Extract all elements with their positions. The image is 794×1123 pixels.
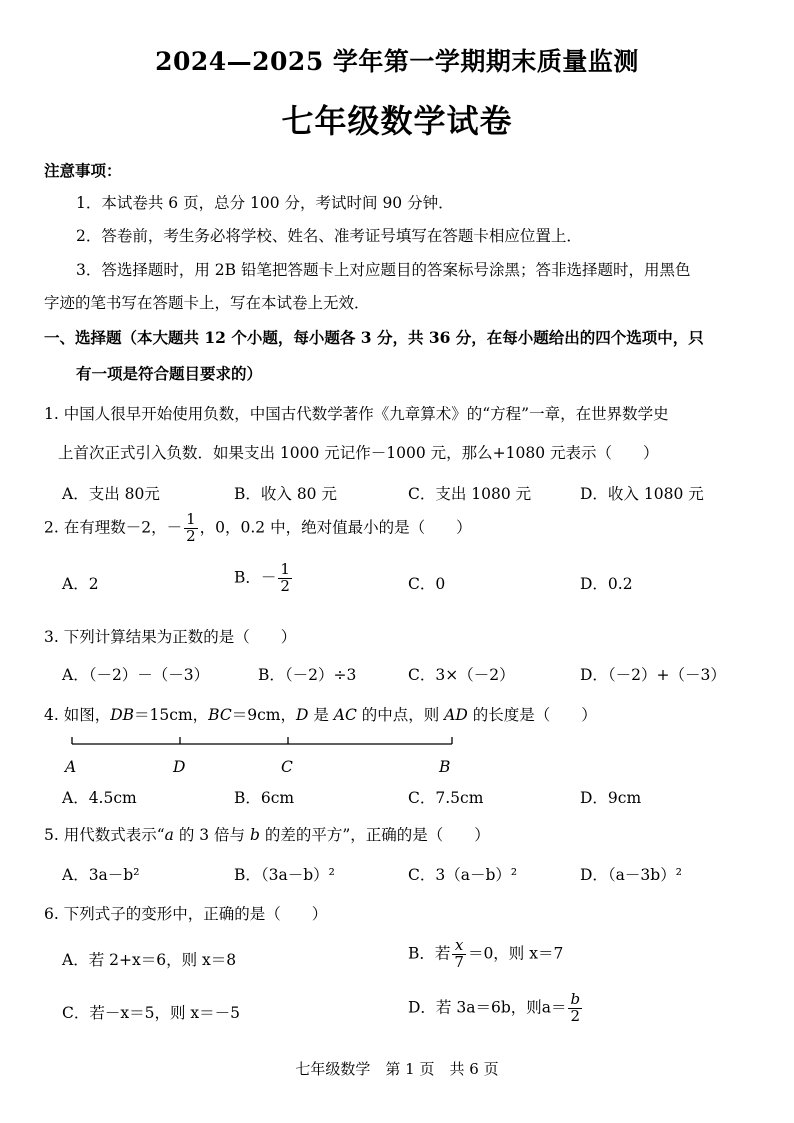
q1-option-b: B．收入 80 元 <box>234 485 337 503</box>
q6-option-b-pre: B．若 <box>408 944 451 963</box>
q5-option-c: C．3（a－b）² <box>408 866 518 884</box>
q2-stem <box>44 512 472 545</box>
section1-line2: 有一项是符合题目要求的） <box>76 364 263 383</box>
q2-fraction-num: 1 <box>186 510 196 528</box>
q2-option-a: A．2 <box>62 575 99 593</box>
q2-fraction <box>184 512 198 545</box>
q3-option-b: B．（－2）÷3 <box>258 666 357 684</box>
exam-title: 2024—2025 学年第一学期期末质量监测 <box>155 47 639 76</box>
q6-option-b-den: 7 <box>454 952 464 971</box>
q1-stem-line1: 1. 中国人很早开始使用负数，中国古代数学著作《九章算术》的“方程”一章，在世界数学史 <box>44 405 669 423</box>
page-footer: 七年级数学 第 1 页 共 6 页 <box>295 1060 499 1078</box>
q5-option-a: A．3a－b² <box>62 866 140 884</box>
q6-option-b-fraction <box>452 938 466 971</box>
q2-option-d: D．0.2 <box>580 575 633 593</box>
q4-var-bc: BC <box>208 706 232 724</box>
q4-var-d: D <box>295 706 309 724</box>
q6-option-b-post: ＝0，则 x＝7 <box>467 944 564 963</box>
q6-option-d-pre: D．若 3a＝6b，则a＝ <box>408 998 567 1017</box>
q2-option-b-fraction <box>278 562 292 595</box>
section1-line1: 一、选择题（本大题共 12 个小题，每小题各 3 分，共 36 分，在每小题给出的四个选项中，只 <box>44 328 704 347</box>
q4-option-d: D．9cm <box>580 789 642 807</box>
point-label-d: D <box>173 758 186 776</box>
q4-stem-text: ＝9cm， <box>231 706 296 724</box>
q6-stem: 6. 下列式子的变形中，正确的是（ ） <box>44 905 328 923</box>
q6-option-d-den: 2 <box>570 1006 581 1025</box>
note-3-line2: 字迹的笔书写在答题卡上，写在本试卷上无效． <box>44 294 370 312</box>
q4-stem-text: 4. 如图， <box>44 706 111 724</box>
note-1: 1．本试卷共 6 页，总分 100 分，考试时间 90 分钟． <box>76 194 454 212</box>
q6-option-b-num: x <box>452 938 466 955</box>
q1-option-c: C．支出 1080 元 <box>408 485 532 503</box>
q2-stem-post: ，0，0.2 中，绝对值最小的是（ ） <box>199 518 472 537</box>
q3-option-c: C．3×（－2） <box>408 666 515 684</box>
q4-option-b: B．6cm <box>234 789 295 807</box>
q5-stem-pre: 5. 用代数式表示“ <box>44 826 165 844</box>
q1-option-a: A．支出 80元 <box>62 485 160 503</box>
q4-stem-text: 是 <box>308 706 334 724</box>
q2-option-b-pre: B．－ <box>234 568 277 587</box>
q4-option-a: A．4.5cm <box>62 789 137 807</box>
q5-option-b: B．（3a－b）² <box>234 866 335 884</box>
point-label-c: C <box>281 758 293 776</box>
note-2: 2．答卷前，考生务必将学校、姓名、准考证号填写在答题卡相应位置上． <box>76 227 582 245</box>
q1-stem-line2: 上首次正式引入负数．如果支出 1000 元记作－1000 元，那么+1080 元表示（ ） <box>58 444 659 462</box>
q1-option-d: D．收入 1080 元 <box>580 485 704 503</box>
q3-stem: 3. 下列计算结果为正数的是（ ） <box>44 628 297 646</box>
q4-var-db: DB <box>110 706 135 724</box>
q5-var-a: a <box>164 826 174 844</box>
q6-option-d <box>408 992 584 1025</box>
q6-option-b <box>408 938 563 971</box>
q3-option-a: A．（－2）－（－3） <box>62 666 210 684</box>
notes-heading: 注意事项： <box>44 161 122 180</box>
q2-stem-pre: 2. 在有理数－2，－ <box>44 518 183 537</box>
q6-option-d-fraction <box>568 992 582 1025</box>
q4-line-segment-figure <box>66 734 458 754</box>
q6-option-a: A．若 2+x＝6，则 x＝8 <box>62 951 237 969</box>
q2-fraction-den: 2 <box>186 526 196 545</box>
exam-subtitle: 七年级数学试卷 <box>281 102 513 140</box>
q6-option-c: C．若－x＝5，则 x＝－5 <box>62 1004 240 1022</box>
q4-stem <box>44 703 597 725</box>
q5-stem-mid: 的 3 倍与 <box>173 826 250 844</box>
point-label-a: A <box>65 758 77 776</box>
q5-var-b: b <box>249 826 260 844</box>
q5-stem-post: 的差的平方”，正确的是（ ） <box>259 826 490 844</box>
point-label-b: B <box>439 758 451 776</box>
q5-option-d: D．（a－3b）² <box>580 866 682 884</box>
q3-option-d: D．（－2）+（－3） <box>580 666 726 684</box>
q6-option-d-num: b <box>570 990 581 1008</box>
q2-option-b-num: 1 <box>280 560 290 578</box>
q2-option-b-den: 2 <box>280 576 290 595</box>
q5-stem <box>44 823 490 845</box>
q2-option-c: C．0 <box>408 575 446 593</box>
q4-var-ac: AC <box>333 706 357 724</box>
q4-stem-text: ＝15cm， <box>134 706 209 724</box>
q4-var-ad: AD <box>444 706 468 724</box>
q4-stem-text: 的长度是（ ） <box>467 706 597 724</box>
q4-stem-text: 的中点，则 <box>356 706 445 724</box>
q2-option-b <box>234 562 294 595</box>
q4-option-c: C．7.5cm <box>408 789 484 807</box>
note-3-line1: 3．答选择题时，用 2B 铅笔把答题卡上对应题目的答案标号涂黑；答非选择题时，用黑色 <box>76 261 691 279</box>
